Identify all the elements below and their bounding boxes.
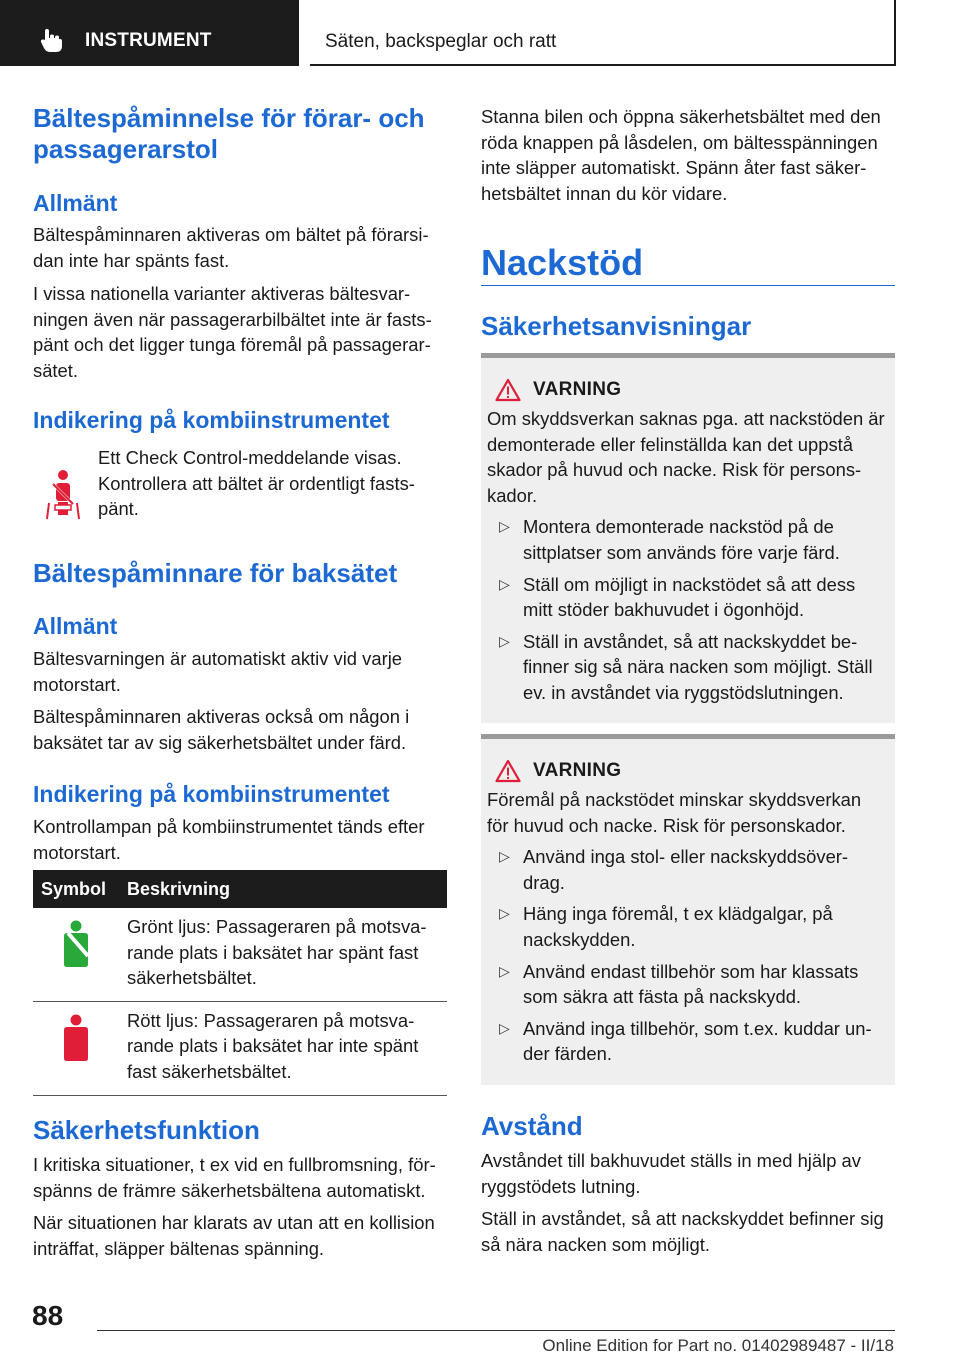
chapter-title: Säten, backspeglar och ratt [325,31,557,52]
symbol-cell [33,1001,119,1095]
para-general-2b: Bältespåminnaren aktiveras också om någon i baksätet tar av sig säkerhetsbältet under färd. [33,706,410,753]
warning-list [487,514,887,705]
warning-list [487,844,887,1067]
warning-box-2 [481,734,895,1085]
bullet-triangle-icon: ▷ [499,905,510,922]
warning-title: VARNING [533,760,622,781]
warning-triangle-icon [495,378,521,402]
warning-text: Föremål på nackstödet minskar skyddsverkan för huvud och nacke. Risk för personskador. [487,789,862,836]
heading-indication-1: Indikering på kombiinstrumentet [33,407,390,433]
warning-title-row [487,759,887,783]
list-item: ▷ Använd inga stol- eller nackskyddsöver-drag. [499,846,849,893]
seatbelt-green-icon [59,920,93,968]
warning-title-row [487,378,887,402]
bullet-triangle-icon: ▷ [499,1019,510,1036]
list-item: ▷ Häng inga föremål, t ex klädgalgar, på nackskydden. [499,903,833,950]
para-indication-2: Kontrollampan på kombiinstrumentet tänds efter motorstart. [33,816,425,863]
para-stop-car: Stanna bilen och öppna säkerhetsbältet med den röda knappen på låsdelen, om bältesspänningen inte släpper automatiskt. Spänn åter fast säker-hetsbältet innan du kör vidare. [481,106,881,204]
description-cell: Rött ljus: Passageraren på motsva-rande plats i baksätet har inte spänt fast säkerhetsbältet. [119,1001,447,1095]
warning-text: Om skyddsverkan saknas pga. att nackstöden är demonterade eller felinställda kan det uppstå skador på huvud och nacke. Risk för persons-kador. [487,408,885,506]
section-tab[interactable] [0,0,299,66]
para-safety-a: I kritiska situationer, t ex vid en fullbromsning, för-spänns de främre säkerhetsbältena automatiskt. [33,1154,436,1201]
bullet-triangle-icon: ▷ [499,848,510,865]
bullet-triangle-icon: ▷ [499,518,510,535]
bullet-triangle-icon: ▷ [499,632,510,649]
col-header-symbol: Symbol [33,870,119,908]
heading-belt-rear: Bältespåminnare för baksätet [33,558,398,588]
para-general-2a: Bältesvarningen är automatiskt aktiv vid varje motorstart. [33,648,403,695]
list-item: ▷ Använd inga tillbehör, som t.ex. kuddar un-der färden. [499,1017,872,1065]
list-item: ▷ Montera demonterade nackstöd på de sittplatser som används före varje färd. [499,516,840,563]
heading-distance: Avstånd [481,1111,583,1141]
warning-box-1 [481,353,895,723]
seatbelt-red-icon [59,1014,93,1062]
para-indication-1: Ett Check Control-meddelande visas. Kontrollera att bältet är ordentligt fasts-pänt. [98,447,415,520]
hand-pointer-icon [38,26,66,54]
col-header-description: Beskrivning [119,870,447,908]
warning-title: VARNING [533,379,622,400]
section-label: INSTRUMENT [85,30,212,51]
heading-indication-2: Indikering på kombiinstrumentet [33,781,390,807]
description-cell: Grönt ljus: Passageraren på motsva-rande plats i baksätet har spänt fast säkerhetsbältet. [119,908,447,1001]
heading-general-1: Allmänt [33,190,118,216]
bullet-triangle-icon: ▷ [499,575,510,592]
symbol-table [33,870,447,1096]
table-header-row [33,870,447,908]
para-general-1b: I vissa nationella varianter aktiveras bältesvar-ningen även när passagerarbilbältet inte är fasts-pänt och det ligger tunga föremål på passagerar-sätet. [33,283,432,381]
list-item: ▷ Ställ in avståndet, så att nackskyddet be-finner sig så nära nacken som möjligt. Ställ ev. in avståndet via ryggstödslutningen. [499,630,873,703]
footer-rule [97,1330,895,1331]
heading-safety-function: Säkerhetsfunktion [33,1115,260,1145]
page-header [0,0,960,66]
chapter-title-box [310,0,896,66]
heading-general-2: Allmänt [33,613,118,639]
para-general-1a: Bältespåminnaren aktiveras om bältet på förarsi-dan inte har spänts fast. [33,224,429,271]
para-safety-b: När situationen har klarats av utan att en kollision inträffat, släpper bältenas spänning. [33,1212,435,1259]
symbol-cell [33,908,119,1001]
list-item: ▷ Ställ om möjligt in nackstödet så att dess mitt stöder bakhuvudet i ögonhöjd. [499,573,856,621]
heading-belt-front: Bältespåminnelse för förar- och passagerarstol [33,103,425,164]
warning-triangle-icon [495,759,521,783]
list-item: ▷ Använd endast tillbehör som har klassats som säkra att fästa på nackskydd. [499,960,859,1008]
seatbelt-warning-icon [33,445,98,526]
heading-headrest: Nackstöd [481,242,644,283]
table-row [33,908,447,1001]
page-number: 88 [32,1300,64,1331]
table-row [33,1001,447,1095]
para-distance-b: Ställ in avståndet, så att nackskyddet befinner sig så nära nacken som möjligt. [481,1208,884,1255]
para-distance-a: Avståndet till bakhuvudet ställs in med hjälp av ryggstödets lutning. [481,1150,861,1197]
edition-text: Online Edition for Part no. 01402989487 - II/18 [542,1336,894,1355]
bullet-triangle-icon: ▷ [499,962,510,979]
heading-rule [481,285,895,286]
indication-1-block [33,445,447,526]
heading-safety-notes: Säkerhetsanvisningar [481,311,752,341]
